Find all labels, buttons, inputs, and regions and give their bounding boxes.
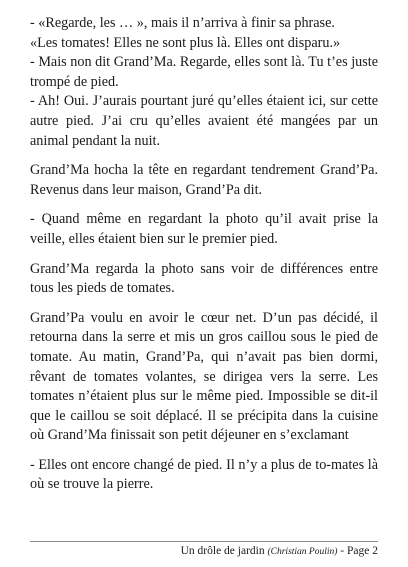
paragraph-4: Grand’Ma hocha la tête en regardant tendrement Grand’Pa. Revenus dans leur maison, Grand’Pa dit. [30,162,378,198]
paragraph-1 [30,14,378,53]
paragraph-1-line-2: «Les tomates! Elles ne sont plus là. Elles ont disparu.» [30,34,341,51]
page-body [30,14,378,505]
paragraph-2: - Mais non dit Grand’Ma. Regarde, elles sont là. Tu t’es juste trompé de pied. [30,54,378,90]
paragraph-5: - Quand même en regardant la photo qu’il avait prise la veille, elles étaient bien sur le premier pied. [30,211,378,247]
paragraph-3: - Ah! Oui. J’aurais pourtant juré qu’elles étaient ici, sur cette autre pied. J’ai cru qu’elles avaient été mangées par un animal pendant la nuit. [30,93,378,149]
paragraph-8: - Elles ont encore changé de pied. Il n’y a plus de to-mates là où se trouve la pierre. [30,456,378,493]
footer-page-number: Page 2 [347,545,378,557]
page-footer [181,544,378,559]
footer-divider [30,541,378,542]
footer-book-title: Un drôle de jardin [180,545,265,557]
footer-separator: - [340,545,345,557]
paragraph-7: Grand’Pa voulu en avoir le cœur net. D’un pas décidé, il retourna dans la serre et mis un gros caillou sous le pied de tomate. Au matin, Grand’Pa, qui n’avait pas bien dormi, rêvant de tomates volantes, se dirigea vers la serre. Les tomates n’étaient plus sur le même pied. Impossible se dit-il que le caillou se soit déplacé. Il se précipita dans la cuisine où Grand’Ma finissait son petit déjeuner en s’exclamant [30,309,378,444]
paragraph-6: Grand’Ma regarda la photo sans voir de différences entre tous les pieds de tomates. [30,260,378,297]
paragraph-1-line-1: - «Regarde, les … », mais il n’arriva à finir sa phrase. [30,15,335,31]
footer-author: (Christian Poulin) [267,547,338,557]
